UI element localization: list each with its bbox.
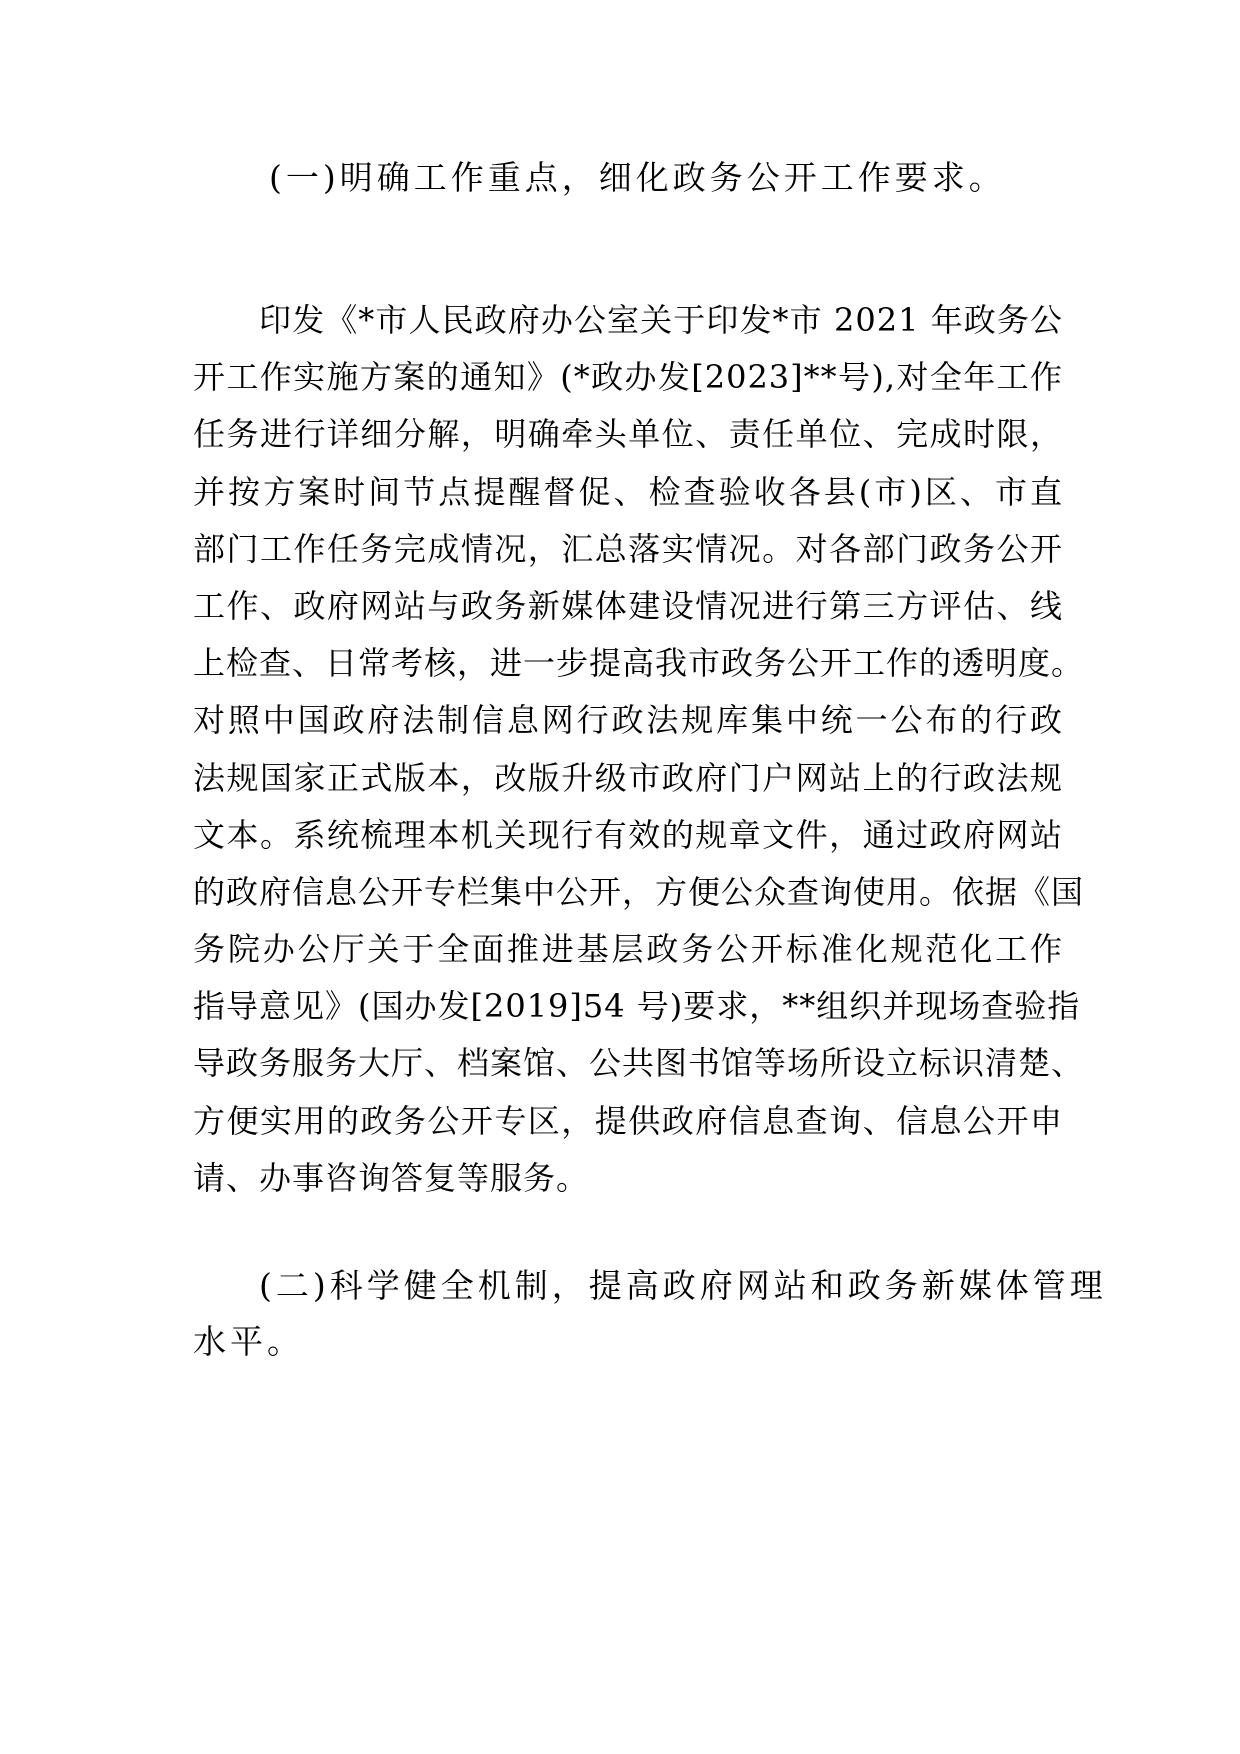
paragraph-line: 法规国家正式版本，改版升级市政府门户网站上的行政法规 <box>193 758 1063 797</box>
section-2-heading-continuation: 水平。 <box>193 1322 304 1361</box>
paragraph-line: 任务进行详细分解，明确牵头单位、责任单位、完成时限， <box>193 415 1063 454</box>
section-1-heading: (一)明确工作重点，细化政务公开工作要求。 <box>269 158 1006 197</box>
paragraph-line: 部门工作任务完成情况，汇总落实情况。对各部门政务公开 <box>193 529 1063 568</box>
section-2-heading: (二)科学健全机制，提高政府网站和政务新媒体管理 <box>259 1266 1107 1305</box>
section-1-paragraph <box>193 292 1085 1207</box>
paragraph-line: 对照中国政府法制信息网行政法规库集中统一公布的行政 <box>193 701 1063 740</box>
paragraph-line: 上检查、日常考核，进一步提高我市政务公开工作的透明度。 <box>193 644 1085 683</box>
paragraph-line: 文本。系统梳理本机关现行有效的规章文件，通过政府网站 <box>193 815 1063 854</box>
paragraph-line: 请、办事咨询答复等服务。 <box>193 1158 590 1197</box>
paragraph-line: 指导意见》(国办发[2019]54 号)要求，**组织并现场查验指 <box>193 987 1081 1026</box>
paragraph-line: 方便实用的政务公开专区，提供政府信息查询、信息公开申 <box>193 1101 1063 1140</box>
paragraph-line: 务院办公厅关于全面推进基层政务公开标准化规范化工作 <box>193 930 1063 969</box>
paragraph-line: 导政务服务大厅、档案馆、公共图书馆等场所设立标识清楚、 <box>193 1044 1085 1083</box>
paragraph-line: 工作、政府网站与政务新媒体建设情况进行第三方评估、线 <box>193 586 1063 625</box>
paragraph-line: 并按方案时间节点提醒督促、检查验收各县(市)区、市直 <box>193 472 1063 511</box>
paragraph-line: 开工作实施方案的通知》(*政办发[2023]**号),对全年工作 <box>193 358 1063 397</box>
paragraph-line: 的政府信息公开专栏集中公开，方便公众查询使用。依据《国 <box>193 872 1085 911</box>
paragraph-line: 印发《*市人民政府办公室关于印发*市 2021 年政务公 <box>259 301 1063 339</box>
